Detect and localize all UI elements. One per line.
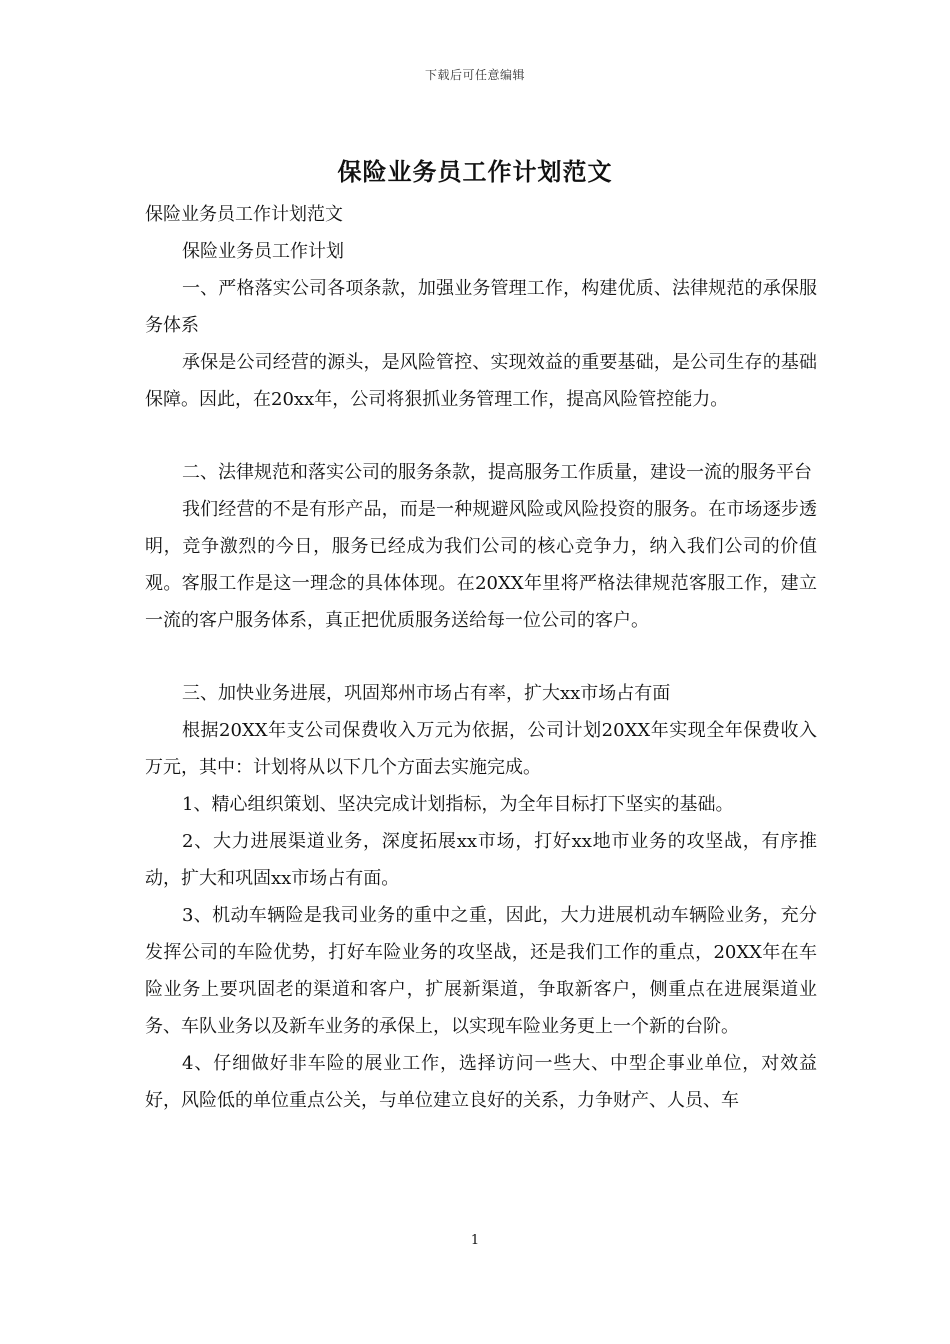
paragraph: 根据20XX年支公司保费收入万元为依据，公司计划20XX年实现全年保费收入万元，其中：计划将从以下几个方面去实施完成。 xyxy=(145,720,817,778)
list-item: 2、大力进展渠道业务，深度拓展xx市场，打好xx地市业务的攻坚战，有序推动，扩大和巩固xx市场占有面。 xyxy=(145,831,817,889)
section-heading-1: 一、严格落实公司各项条款，加强业务管理工作，构建优质、法律规范的承保服务体系 xyxy=(145,278,817,336)
section-heading-3: 三、加快业务进展，巩固郑州市场占有率，扩大xx市场占有面 xyxy=(182,683,671,704)
section-heading-2: 二、法律规范和落实公司的服务条款，提高服务工作质量，建设一流的服务平台 xyxy=(182,462,812,483)
list-item: 1、精心组织策划、坚决完成计划指标，为全年目标打下坚实的基础。 xyxy=(182,794,734,815)
paragraph: 我们经营的不是有形产品，而是一种规避风险或风险投资的服务。在市场逐步透明，竞争激烈的今日，服务已经成为我们公司的核心竞争力，纳入我们公司的价值观。客服工作是这一理念的具体体现。在20XX年里将严格法律规范客服工作，建立一流的客户服务体系，真正把优质服务送给每一位公司的客户。 xyxy=(145,499,817,631)
paragraph-gap xyxy=(145,418,817,454)
header-note: 下载后可任意编辑 xyxy=(424,68,525,82)
paragraph-gap xyxy=(145,639,817,675)
list-item: 3、机动车辆险是我司业务的重中之重，因此，大力进展机动车辆险业务，充分发挥公司的车险优势，打好车险业务的攻坚战，还是我们工作的重点，20XX年在车险业务上要巩固老的渠道和客户，扩展新渠道，争取新客户，侧重点在进展渠道业务、车队业务以及新车业务的承保上，以实现车险业务更上一个新的台阶。 xyxy=(145,905,817,1037)
list-item: 4、仔细做好非车险的展业工作，选择访问一些大、中型企事业单位，对效益好，风险低的单位重点公关，与单位建立良好的关系，力争财产、人员、车 xyxy=(145,1053,817,1111)
paragraph-plan-heading: 保险业务员工作计划 xyxy=(182,241,344,262)
document-body xyxy=(145,196,817,1119)
page-number: 1 xyxy=(470,1233,480,1248)
paragraph-subtitle: 保险业务员工作计划范文 xyxy=(145,204,343,225)
paragraph: 承保是公司经营的源头，是风险管控、实现效益的重要基础，是公司生存的基础保障。因此，在20xx年，公司将狠抓业务管理工作，提高风险管控能力。 xyxy=(145,352,817,410)
document-title: 保险业务员工作计划范文 xyxy=(337,157,613,186)
